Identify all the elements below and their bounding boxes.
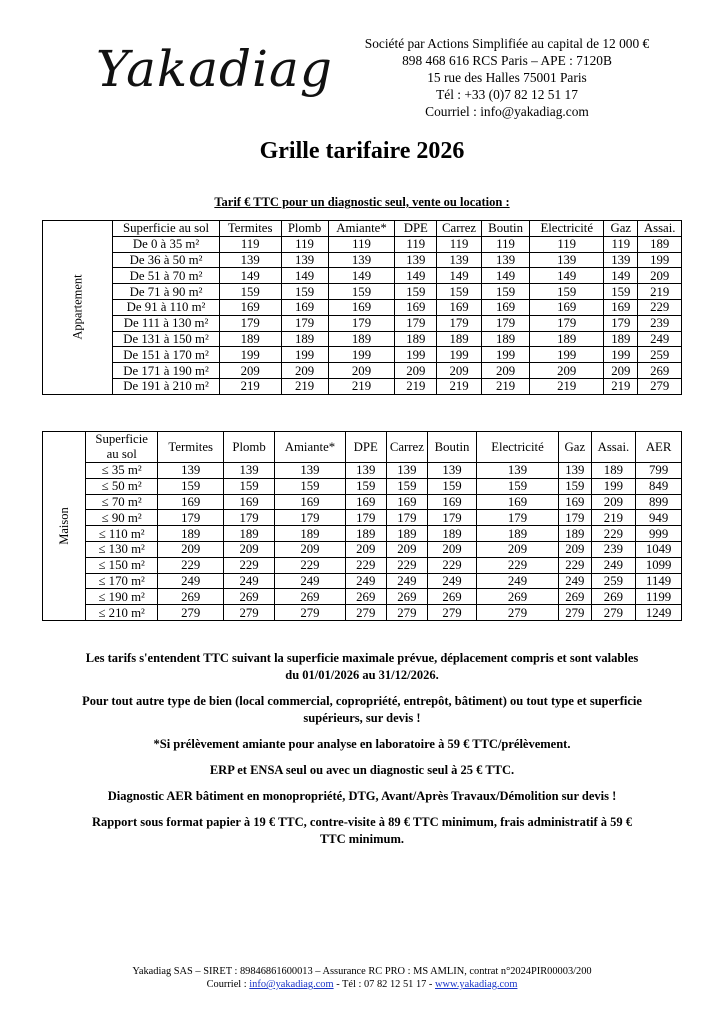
note-validity: Les tarifs s'entendent TTC suivant la superficie maximale prévue, déplacement compris et sont valables du 01/01/2026 au 31/12/2026. [85, 651, 639, 682]
price-cell: 799 [636, 463, 682, 479]
price-cell: 269 [591, 589, 636, 605]
price-cell: 189 [604, 331, 638, 347]
price-cell: 209 [219, 363, 281, 379]
price-cell: 139 [482, 252, 530, 268]
price-cell: 199 [281, 347, 328, 363]
table-row [43, 363, 682, 379]
price-cell: 159 [395, 284, 437, 300]
price-cell: 209 [604, 363, 638, 379]
price-cell: 149 [482, 268, 530, 284]
table-row [43, 510, 682, 526]
price-cell: 159 [559, 478, 591, 494]
price-cell: 149 [530, 268, 604, 284]
surface-cell: De 0 à 35 m² [113, 236, 220, 252]
price-cell: 159 [224, 478, 275, 494]
price-cell: 119 [281, 236, 328, 252]
price-cell: 279 [158, 605, 224, 621]
price-cell: 249 [274, 573, 345, 589]
price-cell: 139 [224, 463, 275, 479]
price-cell: 269 [428, 589, 477, 605]
company-info [342, 35, 672, 120]
price-cell: 189 [476, 526, 558, 542]
price-cell: 119 [482, 236, 530, 252]
column-header: Electricité [530, 221, 604, 237]
price-cell: 259 [591, 573, 636, 589]
column-header: Amiante* [274, 432, 345, 463]
price-cell: 279 [559, 605, 591, 621]
price-cell: 269 [274, 589, 345, 605]
price-cell: 179 [437, 315, 482, 331]
price-cell: 179 [428, 510, 477, 526]
price-cell: 279 [224, 605, 275, 621]
house-price-table [42, 431, 682, 621]
price-cell: 269 [158, 589, 224, 605]
price-cell: 169 [281, 299, 328, 315]
price-cell: 179 [281, 315, 328, 331]
price-cell: 189 [345, 526, 386, 542]
price-cell: 179 [386, 510, 428, 526]
price-cell: 119 [437, 236, 482, 252]
price-cell: 269 [476, 589, 558, 605]
surface-cell: ≤ 190 m² [86, 589, 158, 605]
price-cell: 189 [437, 331, 482, 347]
page-footer [0, 965, 724, 991]
price-cell: 169 [328, 299, 395, 315]
price-cell: 189 [224, 526, 275, 542]
price-cell: 139 [281, 252, 328, 268]
price-cell: 209 [386, 541, 428, 557]
price-cell: 189 [482, 331, 530, 347]
surface-cell: ≤ 50 m² [86, 478, 158, 494]
price-cell: 219 [395, 378, 437, 394]
price-cell: 149 [437, 268, 482, 284]
surface-cell: De 71 à 90 m² [113, 284, 220, 300]
table-row [43, 236, 682, 252]
price-cell: 219 [219, 378, 281, 394]
price-cell: 189 [530, 331, 604, 347]
price-cell: 159 [482, 284, 530, 300]
price-cell: 279 [274, 605, 345, 621]
price-cell: 169 [437, 299, 482, 315]
price-cell: 229 [476, 557, 558, 573]
surface-cell: De 36 à 50 m² [113, 252, 220, 268]
notes-section [82, 650, 642, 857]
price-cell: 179 [224, 510, 275, 526]
price-cell: 159 [158, 478, 224, 494]
price-cell: 189 [158, 526, 224, 542]
footer-email-link[interactable]: info@yakadiag.com [249, 979, 334, 990]
price-cell: 139 [328, 252, 395, 268]
table-row [43, 347, 682, 363]
table-header-row [43, 432, 682, 463]
price-cell: 179 [219, 315, 281, 331]
note-aer: Diagnostic AER bâtiment en monopropriété, DTG, Avant/Après Travaux/Démolition sur devis ! [107, 789, 617, 803]
price-cell: 249 [158, 573, 224, 589]
price-cell: 249 [428, 573, 477, 589]
column-header: Boutin [482, 221, 530, 237]
price-cell: 269 [345, 589, 386, 605]
price-cell: 229 [274, 557, 345, 573]
surface-cell: De 171 à 190 m² [113, 363, 220, 379]
table-row [43, 589, 682, 605]
price-cell: 279 [386, 605, 428, 621]
note-quote: Pour tout autre type de bien (local commercial, copropriété, entrepôt, bâtiment) ou tout type et superficie supérieurs, sur devis ! [82, 694, 642, 725]
price-cell: 219 [530, 378, 604, 394]
column-header: Boutin [428, 432, 477, 463]
price-cell: 219 [328, 378, 395, 394]
price-cell: 169 [428, 494, 477, 510]
price-cell: 169 [345, 494, 386, 510]
price-cell: 249 [345, 573, 386, 589]
price-cell: 209 [437, 363, 482, 379]
price-cell: 179 [530, 315, 604, 331]
column-header: Termites [219, 221, 281, 237]
price-cell: 209 [428, 541, 477, 557]
surface-cell: ≤ 150 m² [86, 557, 158, 573]
price-cell: 119 [395, 236, 437, 252]
price-cell: 119 [604, 236, 638, 252]
column-header: DPE [345, 432, 386, 463]
price-cell: 229 [428, 557, 477, 573]
price-cell: 209 [591, 494, 636, 510]
price-cell: 139 [604, 252, 638, 268]
company-logo: Yakadiag [96, 40, 333, 98]
price-cell: 249 [386, 573, 428, 589]
price-cell: 199 [328, 347, 395, 363]
price-cell: 149 [281, 268, 328, 284]
surface-cell: ≤ 210 m² [86, 605, 158, 621]
price-cell: 119 [530, 236, 604, 252]
price-cell: 199 [482, 347, 530, 363]
page-title: Grille tarifaire 2026 [259, 138, 465, 164]
price-cell: 159 [428, 478, 477, 494]
price-cell: 169 [219, 299, 281, 315]
price-cell: 179 [158, 510, 224, 526]
price-cell: 279 [638, 378, 682, 394]
price-cell: 169 [224, 494, 275, 510]
price-cell: 239 [638, 315, 682, 331]
price-cell: 209 [345, 541, 386, 557]
price-cell: 209 [328, 363, 395, 379]
footer-legal: Yakadiag SAS – SIRET : 89846861600013 – Assurance RC PRO : MS AMLIN, contrat n°2024PIR00003/200 [132, 966, 592, 977]
price-cell: 209 [476, 541, 558, 557]
surface-cell: ≤ 170 m² [86, 573, 158, 589]
surface-cell: ≤ 70 m² [86, 494, 158, 510]
price-cell: 119 [219, 236, 281, 252]
table-header-row [43, 221, 682, 237]
price-cell: 209 [274, 541, 345, 557]
price-cell: 279 [428, 605, 477, 621]
price-cell: 229 [638, 299, 682, 315]
price-cell: 189 [386, 526, 428, 542]
price-cell: 179 [328, 315, 395, 331]
price-cell: 199 [437, 347, 482, 363]
price-cell: 159 [219, 284, 281, 300]
footer-phone: - Tél : 07 82 12 51 17 - [333, 979, 435, 990]
price-cell: 179 [395, 315, 437, 331]
price-cell: 139 [386, 463, 428, 479]
price-cell: 189 [219, 331, 281, 347]
price-cell: 159 [345, 478, 386, 494]
price-cell: 219 [437, 378, 482, 394]
column-header: Gaz [604, 221, 638, 237]
price-cell: 169 [559, 494, 591, 510]
price-cell: 229 [158, 557, 224, 573]
price-cell: 209 [395, 363, 437, 379]
price-cell: 279 [345, 605, 386, 621]
price-cell: 199 [395, 347, 437, 363]
table-row [43, 268, 682, 284]
price-cell: 189 [428, 526, 477, 542]
column-header: Superficie au sol [113, 221, 220, 237]
price-cell: 229 [224, 557, 275, 573]
price-cell: 179 [604, 315, 638, 331]
price-cell: 199 [638, 252, 682, 268]
price-cell: 209 [224, 541, 275, 557]
price-cell: 999 [636, 526, 682, 542]
price-cell: 899 [636, 494, 682, 510]
column-header: Carrez [386, 432, 428, 463]
price-cell: 169 [530, 299, 604, 315]
price-cell: 229 [591, 526, 636, 542]
column-header: Plomb [281, 221, 328, 237]
price-cell: 229 [386, 557, 428, 573]
surface-cell: De 131 à 150 m² [113, 331, 220, 347]
table-row [43, 315, 682, 331]
price-cell: 249 [638, 331, 682, 347]
price-cell: 169 [476, 494, 558, 510]
company-registration: 898 468 616 RCS Paris – APE : 7120B [402, 53, 612, 68]
note-erp: ERP et ENSA seul ou avec un diagnostic seul à 25 € TTC. [209, 763, 515, 777]
price-cell: 1149 [636, 573, 682, 589]
price-cell: 249 [559, 573, 591, 589]
price-cell: 169 [274, 494, 345, 510]
price-cell: 189 [638, 236, 682, 252]
company-legal-form: Société par Actions Simplifiée au capital de 12 000 € [364, 36, 650, 51]
price-cell: 169 [395, 299, 437, 315]
surface-cell: ≤ 90 m² [86, 510, 158, 526]
table-row [43, 605, 682, 621]
price-cell: 209 [281, 363, 328, 379]
price-cell: 219 [604, 378, 638, 394]
price-cell: 279 [591, 605, 636, 621]
price-cell: 149 [328, 268, 395, 284]
price-cell: 159 [281, 284, 328, 300]
price-cell: 179 [482, 315, 530, 331]
price-cell: 189 [274, 526, 345, 542]
table-row [43, 494, 682, 510]
surface-cell: ≤ 35 m² [86, 463, 158, 479]
price-cell: 139 [437, 252, 482, 268]
price-cell: 159 [437, 284, 482, 300]
price-cell: 219 [281, 378, 328, 394]
table-row [43, 573, 682, 589]
footer-website-link[interactable]: www.yakadiag.com [435, 979, 518, 990]
price-cell: 229 [559, 557, 591, 573]
price-cell: 849 [636, 478, 682, 494]
table-row [43, 299, 682, 315]
price-cell: 199 [530, 347, 604, 363]
side-label-text: Maison [57, 507, 72, 545]
price-cell: 189 [591, 463, 636, 479]
company-email: Courriel : info@yakadiag.com [425, 104, 589, 119]
price-cell: 269 [638, 363, 682, 379]
price-cell: 169 [482, 299, 530, 315]
surface-cell: De 191 à 210 m² [113, 378, 220, 394]
price-cell: 209 [158, 541, 224, 557]
column-header: AER [636, 432, 682, 463]
price-cell: 209 [638, 268, 682, 284]
column-header: Electricité [476, 432, 558, 463]
price-cell: 139 [219, 252, 281, 268]
price-cell: 1099 [636, 557, 682, 573]
price-cell: 139 [559, 463, 591, 479]
price-cell: 139 [428, 463, 477, 479]
price-cell: 149 [219, 268, 281, 284]
price-cell: 259 [638, 347, 682, 363]
price-cell: 139 [395, 252, 437, 268]
column-header: Amiante* [328, 221, 395, 237]
note-report: Rapport sous format papier à 19 € TTC, contre-visite à 89 € TTC minimum, frais administratif à 59 € TTC minimum. [91, 815, 633, 846]
surface-cell: ≤ 110 m² [86, 526, 158, 542]
table-row [43, 478, 682, 494]
table-subtitle: Tarif € TTC pour un diagnostic seul, vente ou location : [214, 195, 510, 209]
column-header: Assai. [591, 432, 636, 463]
price-cell: 159 [476, 478, 558, 494]
price-cell: 269 [559, 589, 591, 605]
price-cell: 159 [386, 478, 428, 494]
price-cell: 209 [530, 363, 604, 379]
surface-cell: De 111 à 130 m² [113, 315, 220, 331]
price-cell: 269 [386, 589, 428, 605]
column-header: Gaz [559, 432, 591, 463]
price-cell: 139 [158, 463, 224, 479]
price-cell: 249 [476, 573, 558, 589]
note-asbestos: *Si prélèvement amiante pour analyse en laboratoire à 59 € TTC/prélèvement. [153, 737, 571, 751]
column-header: Assai. [638, 221, 682, 237]
price-cell: 189 [559, 526, 591, 542]
footer-courriel-label: Courriel : [206, 979, 250, 990]
price-cell: 279 [476, 605, 558, 621]
price-cell: 209 [559, 541, 591, 557]
price-cell: 219 [638, 284, 682, 300]
price-cell: 219 [482, 378, 530, 394]
price-cell: 199 [591, 478, 636, 494]
column-header: Superficie au sol [86, 432, 158, 463]
surface-cell: De 91 à 110 m² [113, 299, 220, 315]
surface-cell: De 51 à 70 m² [113, 268, 220, 284]
price-cell: 149 [604, 268, 638, 284]
price-cell: 179 [476, 510, 558, 526]
price-cell: 139 [476, 463, 558, 479]
table-side-label [43, 432, 86, 621]
price-cell: 179 [345, 510, 386, 526]
company-address: 15 rue des Halles 75001 Paris [427, 70, 587, 85]
price-cell: 239 [591, 541, 636, 557]
footer-contact [0, 978, 724, 991]
surface-cell: ≤ 130 m² [86, 541, 158, 557]
price-cell: 139 [530, 252, 604, 268]
table-row [43, 526, 682, 542]
price-cell: 219 [591, 510, 636, 526]
price-cell: 179 [274, 510, 345, 526]
company-phone: Tél : +33 (0)7 82 12 51 17 [436, 87, 578, 102]
price-cell: 1199 [636, 589, 682, 605]
price-cell: 169 [604, 299, 638, 315]
table-row [43, 252, 682, 268]
price-cell: 249 [591, 557, 636, 573]
table-row [43, 331, 682, 347]
price-cell: 159 [604, 284, 638, 300]
price-cell: 249 [224, 573, 275, 589]
price-cell: 229 [345, 557, 386, 573]
price-cell: 139 [274, 463, 345, 479]
price-cell: 139 [345, 463, 386, 479]
column-header: Carrez [437, 221, 482, 237]
apartment-price-table [42, 220, 682, 395]
side-label-text: Appartement [70, 274, 85, 341]
price-cell: 1249 [636, 605, 682, 621]
table-side-label [43, 221, 113, 395]
price-cell: 269 [224, 589, 275, 605]
column-header: Plomb [224, 432, 275, 463]
table-row [43, 557, 682, 573]
surface-cell: De 151 à 170 m² [113, 347, 220, 363]
price-cell: 949 [636, 510, 682, 526]
price-cell: 209 [482, 363, 530, 379]
price-cell: 169 [386, 494, 428, 510]
price-cell: 189 [395, 331, 437, 347]
column-header: DPE [395, 221, 437, 237]
price-cell: 179 [559, 510, 591, 526]
price-cell: 159 [274, 478, 345, 494]
price-cell: 189 [281, 331, 328, 347]
price-cell: 159 [328, 284, 395, 300]
price-cell: 159 [530, 284, 604, 300]
table-row [43, 463, 682, 479]
table-row [43, 378, 682, 394]
table-row [43, 284, 682, 300]
price-cell: 1049 [636, 541, 682, 557]
price-cell: 189 [328, 331, 395, 347]
price-cell: 119 [328, 236, 395, 252]
column-header: Termites [158, 432, 224, 463]
price-cell: 149 [395, 268, 437, 284]
table-row [43, 541, 682, 557]
price-cell: 199 [604, 347, 638, 363]
price-cell: 169 [158, 494, 224, 510]
price-cell: 199 [219, 347, 281, 363]
